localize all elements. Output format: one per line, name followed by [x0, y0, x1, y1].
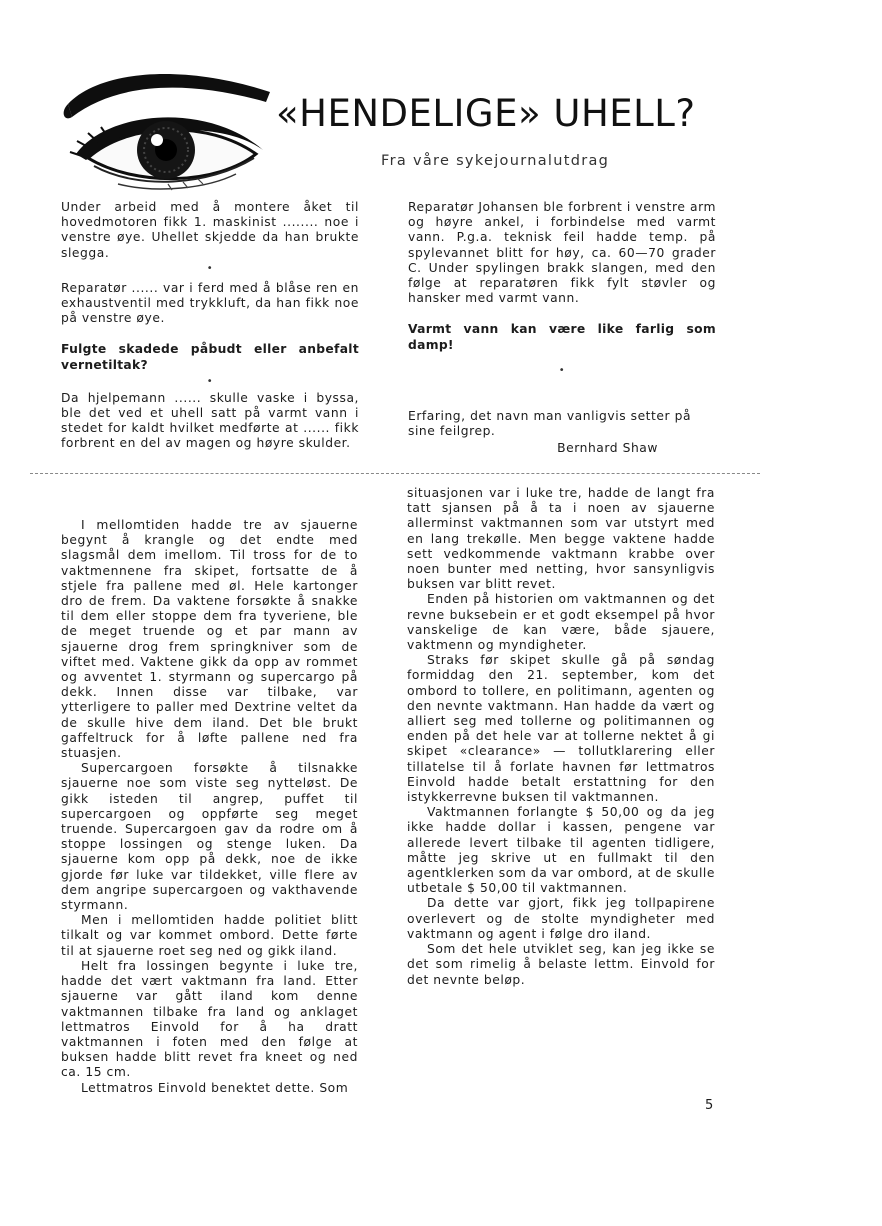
quote-text: Erfaring, det navn man vanligvis setter på sine feilgrep.	[408, 408, 692, 439]
paragraph: Da hjelpemann ...... skulle vaske i byssa, ble det ved et uhell satt på varmt vann i stedet for kaldt hvilket medførte at ...... fikk forbrent en del av magen og høyre skulder.	[61, 390, 359, 451]
warning-text: Varmt vann kan være like farlig som damp!	[408, 322, 716, 352]
paragraph: Straks før skipet skulle gå på søndag formiddag den 21. september, kom det ombord to tollere, en politimann, agenten og den nevnte vaktmann. Han hadde da vært og alliert seg med tollerne og politimannen og enden på det hele var at tollerne nektet å gi skipet «clearance» — tollutklarering eller tillatelse til å forlate havnen før lettmatros Einvold hadde betalt erstattning for den istykkerrevne buksen til vaktmannen.	[407, 653, 715, 805]
lower-right-column	[407, 486, 715, 988]
paragraph: Som det hele utviklet seg, kan jeg ikke se det som rimelig å belaste lettm. Einvold for det nevnte beløp.	[407, 942, 715, 987]
eye-illustration	[58, 62, 273, 197]
paragraph: Under arbeid med å montere åket til hovedmotoren fikk 1. maskinist ........ noe i venstre øye. Uhellet skjedde da han brukte slegga.	[61, 200, 359, 260]
article-title: «HENDELIGE» UHELL?	[276, 92, 696, 135]
separator-dot: •	[558, 364, 566, 376]
question-heading: Fulgte skadede påbudt eller anbefalt vernetiltak?	[61, 342, 359, 372]
upper-right-column	[408, 200, 716, 456]
upper-left-column	[61, 200, 359, 452]
paragraph: Enden på historien om vaktmannen og det revne buksebein er et godt eksempel på hvor vanskelige de kan være, både sjauere, vaktmenn og myndigheter.	[407, 592, 715, 653]
paragraph: Reparatør Johansen ble forbrent i venstre arm og høyre ankel, i forbindelse med varmt vann. P.g.a. teknisk feil hadde temp. på spylevannet blitt for høy, ca. 60—70 grader C. Under spylingen brakk slangen, med den følge at reparatøren fikk fylt støvler og hansker med varmt vann.	[408, 200, 716, 306]
paragraph: Reparatør ...... var i ferd med å blåse ren en exhaustventil med trykkluft, da han fikk noe på venstre øye.	[61, 280, 359, 326]
paragraph: situasjonen var i luke tre, hadde de langt fra tatt sjansen på å ta i noen av sjauerne allerminst vaktmannen som var utstyrt med en lang trekølle. Men begge vaktene hadde sett vedkommende vaktmann krabbe over noen bunter med netting, hvor sansynligvis buksen var blitt revet.	[407, 486, 715, 592]
paragraph: Supercargoen forsøkte å tilsnakke sjauerne noe som viste seg nytteløst. De gikk isteden til angrep, puffet til supercargoen og oppførte seg meget truende. Supercargoen gav da rodre om å stoppe lossingen og stenge luken. Da sjauerne kom opp på dekk, noe de ikke gjorde før luke var tildekket, ville flere av dem angripe supercargoen og vakthavende styrmann.	[61, 761, 358, 913]
paragraph: Lettmatros Einvold benektet dette. Som	[81, 1080, 349, 1095]
page-number: 5	[705, 1098, 714, 1113]
separator-dot: •	[206, 375, 214, 387]
section-divider	[30, 473, 760, 474]
paragraph: Helt fra lossingen begynte i luke tre, hadde det vært vaktmann fra land. Etter sjauerne var gått iland kom denne vaktmannen tilbake fra land og anklaget lettmatros Einvold for å ha dratt vaktmannen i foten med den følge at buksen hadde blitt revet fra kneet og ned ca. 15 cm.	[61, 958, 358, 1080]
separator-dot: •	[206, 262, 214, 274]
paragraph: I mellomtiden hadde tre av sjauerne begynt å krangle og det endte med slagsmål dem imellom. Til tross for de to vaktmennene fra skipet, fortsatte de å stjele fra pallene med øl. Hele kartonger dro de frem. Da vaktene forsøkte å snakke til dem eller stoppe dem fra tyveriene, ble de meget truende og et par mann av sjauerne drog frem springkniver som de viftet med. Vaktene gikk da opp av rommet og avventet 1. styrmann og supercargo på dekk. Innen disse var tilbake, var ytterligere to paller med Dextrine veltet da de skulle hive dem iland. Det ble brukt gaffeltruck for å løfte pallene ned fra stuasjen.	[61, 518, 358, 761]
quote-author: Bernhard Shaw	[557, 441, 658, 456]
lower-left-column	[61, 518, 358, 1096]
article-subtitle: Fra våre sykejournalutdrag	[381, 153, 610, 169]
paragraph: Vaktmannen forlangte $ 50,00 og da jeg ikke hadde dollar i kassen, pengene var allerede levert tilbake til agenten tidligere, måtte jeg skrive ut en fullmakt til den agentklerken som da var ombord, at de skulle utbetale $ 50,00 til vaktmannen.	[407, 805, 715, 896]
paragraph: Da dette var gjort, fikk jeg tollpapirene overlevert og de stolte myndigheter med vaktmann og agent i følge dro iland.	[407, 896, 715, 941]
paragraph: Men i mellomtiden hadde politiet blitt tilkalt og var kommet ombord. Dette førte til at sjauerne roet seg ned og gikk iland.	[61, 913, 358, 958]
